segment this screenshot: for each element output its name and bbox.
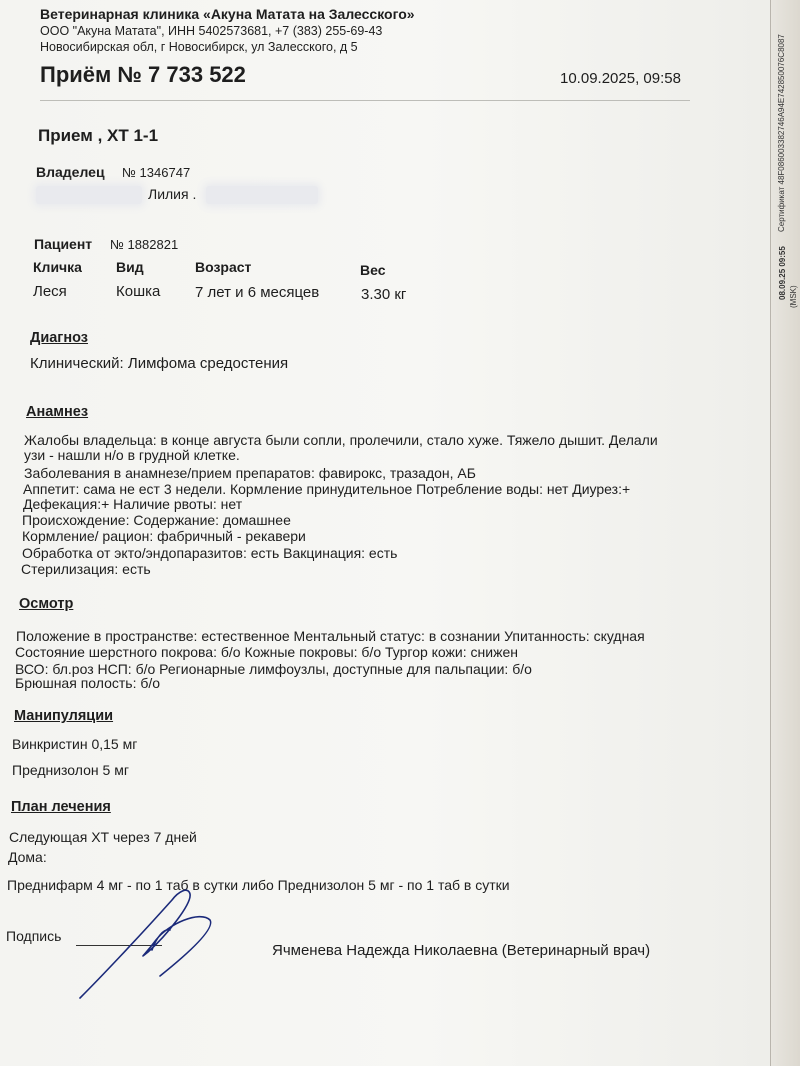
slip-edge <box>770 0 771 1066</box>
anamnesis-line: Аппетит: сама не ест 3 недели. Кормление принудительное Потребление воды: нет Диурез:+ <box>23 481 631 497</box>
redacted-surname <box>36 186 142 204</box>
exam-title: Осмотр <box>19 596 74 612</box>
owner-label: Владелец <box>36 164 105 180</box>
header-divider <box>40 100 690 101</box>
diagnosis-text: Клинический: Лимфома средостения <box>30 355 289 372</box>
visit-datetime: 10.09.2025, 09:58 <box>560 70 681 87</box>
anamnesis-line: Дефекация:+ Наличие рвоты: нет <box>23 496 243 512</box>
manipulations-title: Манипуляции <box>14 708 114 724</box>
visit-title: Приём № 7 733 522 <box>40 62 246 87</box>
col-header-age: Возраст <box>195 259 252 275</box>
exam-line: Состояние шерстного покрова: б/о Кожные покровы: б/о Тургор кожи: снижен <box>15 644 518 660</box>
certificate-code: Сертификат 48F086003382746A94E742850076C8087 <box>777 34 786 232</box>
clinic-address: Новосибирская обл, г Новосибирск, ул Залесского, д 5 <box>40 40 358 54</box>
anamnesis-line: Происхождение: Содержание: домашнее <box>22 512 291 528</box>
patient-number: № 1882821 <box>110 237 179 252</box>
anamnesis-line: Жалобы владельца: в конце августа были сопли, пролечили, стало хуже. Тяжело дышит. Делали <box>24 432 658 448</box>
patient-name: Леся <box>33 283 67 300</box>
anamnesis-line: Кормление/ рацион: фабричный - рекавери <box>22 528 306 544</box>
anamnesis-line: Стерилизация: есть <box>21 561 151 577</box>
col-header-weight: Вес <box>360 262 386 278</box>
certificate-tz: (MSK) <box>789 285 798 308</box>
plan-title: План лечения <box>11 799 111 815</box>
anamnesis-line: Обработка от экто/эндопаразитов: есть Вакцинация: есть <box>22 545 398 561</box>
visit-type: Прием , ХТ 1-1 <box>38 126 159 145</box>
patient-label: Пациент <box>34 236 93 252</box>
patient-species: Кошка <box>116 283 161 300</box>
plan-next: Следующая ХТ через 7 дней <box>9 829 197 845</box>
certificate-date: 08.09.25 09:55 <box>778 246 787 300</box>
col-header-name: Кличка <box>33 259 82 275</box>
owner-number: № 1346747 <box>122 165 191 180</box>
col-header-species: Вид <box>116 259 144 275</box>
plan-home-text: Преднифарм 4 мг - по 1 таб в сутки либо Преднизолон 5 мг - по 1 таб в сутки <box>7 877 510 893</box>
redacted-patronymic <box>206 186 318 204</box>
diagnosis-title: Диагноз <box>30 330 88 346</box>
anamnesis-line: узи - нашли н/о в грудной клетке. <box>24 447 240 463</box>
signature-label: Подпись <box>6 928 62 944</box>
clinic-legal: ООО "Акуна Матата", ИНН 5402573681, +7 (383) 255-69-43 <box>40 24 383 38</box>
exam-line: Брюшная полость: б/о <box>15 675 161 691</box>
patient-weight: 3.30 кг <box>361 286 407 303</box>
anamnesis-line: Заболевания в анамнезе/прием препаратов: фавирокс, тразадон, АБ <box>24 465 476 481</box>
manipulation-item: Винкристин 0,15 мг <box>12 736 138 752</box>
clinic-name: Ветеринарная клиника «Акуна Матата на Залесского» <box>40 6 415 22</box>
owner-name: Лилия . <box>148 186 197 202</box>
exam-line: ВСО: бл.роз НСП: б/о Регионарные лимфоузлы, доступные для пальпации: б/о <box>15 661 532 677</box>
plan-home-label: Дома: <box>8 849 47 865</box>
handwritten-signature <box>60 880 230 1010</box>
manipulation-item: Преднизолон 5 мг <box>12 762 129 778</box>
anamnesis-title: Анамнез <box>26 404 89 420</box>
doctor-name: Ячменева Надежда Николаевна (Ветеринарный врач) <box>272 942 651 959</box>
exam-line: Положение в пространстве: естественное Ментальный статус: в сознании Упитанность: скудная <box>16 628 645 644</box>
patient-age: 7 лет и 6 месяцев <box>195 284 320 301</box>
